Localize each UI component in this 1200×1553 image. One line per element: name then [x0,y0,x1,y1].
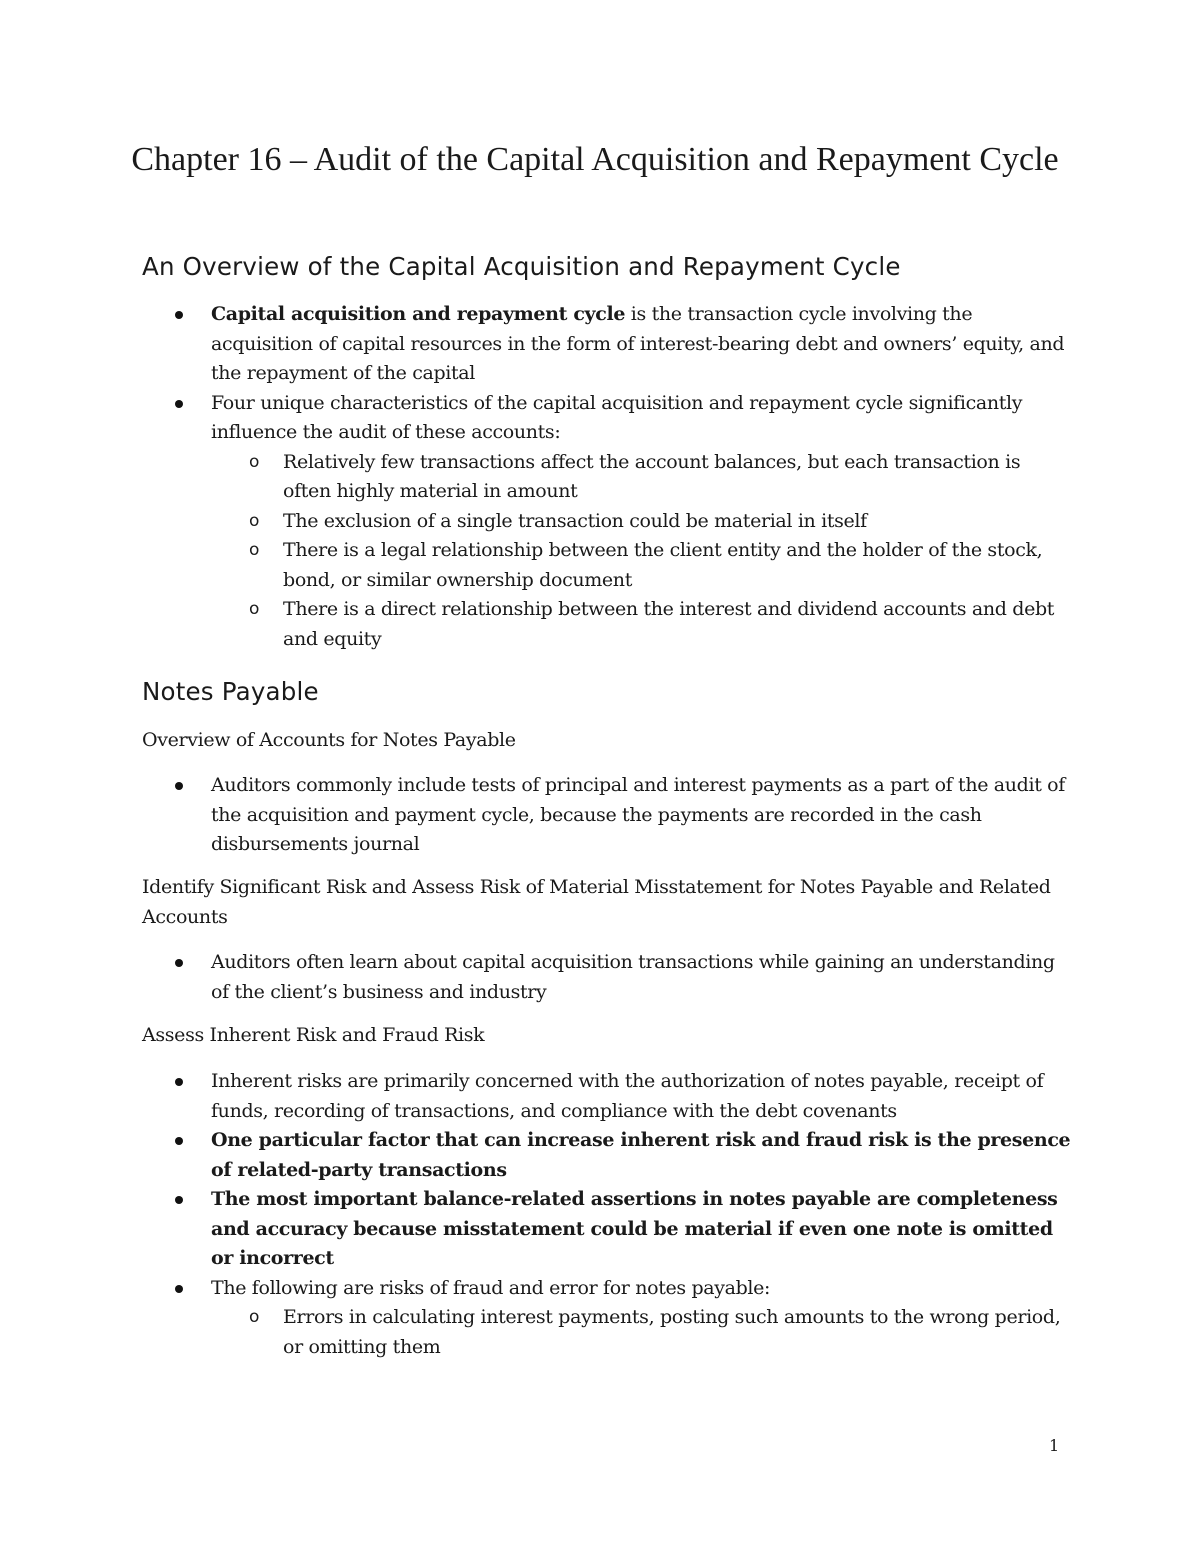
list-item: Inherent risks are primarily concerned with the authorization of notes payable, receipt of funds, recording of transactions, and compliance with the debt covenants [0,1067,1071,1126]
list-item: Auditors often learn about capital acquisition transactions while gaining an understanding of the client’s business and industry [0,948,1071,1007]
list-item: Four unique characteristics of the capital acquisition and repayment cycle significantly influence the audit of these accounts: [0,389,1071,448]
sub-list-item: o There is a direct relationship between the interest and dividend accounts and debt and equity [0,595,1073,654]
list-item: The following are risks of fraud and error for notes payable: [0,1274,1071,1304]
list-item: The most important balance-related assertions in notes payable are completeness and accuracy because misstatement could be material if even one note is omitted or incorrect [0,1185,1071,1274]
term-bold: Capital acquisition and repayment cycle [211,303,626,325]
sub-list-item: o Relatively few transactions affect the account balances, but each transaction is often highly material in amount [0,448,1073,507]
sub-list-item: o The exclusion of a single transaction could be material in itself [0,507,1073,537]
overview-bullet-list [0,300,1073,654]
sub-list-item: o There is a legal relationship between the client entity and the holder of the stock, bond, or similar ownership document [0,536,1073,595]
subsection-title: Assess Inherent Risk and Fraud Risk [142,1024,485,1046]
page-title: Chapter 16 – Audit of the Capital Acquisition and Repayment Cycle [131,141,1059,178]
risk-assessment-list [0,948,1071,1007]
inherent-risk-list [0,1067,1073,1362]
list-item [0,300,1071,389]
notes-overview-list [0,771,1071,860]
section-heading-overview: An Overview of the Capital Acquisition and Repayment Cycle [142,252,901,281]
section-heading-notes-payable: Notes Payable [142,677,319,706]
subsection-title: Overview of Accounts for Notes Payable [142,729,516,751]
subsection-title: Identify Significant Risk and Assess Risk of Material Misstatement for Notes Payable and Related Accounts [142,876,1051,928]
list-item: One particular factor that can increase inherent risk and fraud risk is the presence of related-party transactions [0,1126,1071,1185]
sub-list-item: o Errors in calculating interest payments, posting such amounts to the wrong period, or omitting them [0,1303,1073,1362]
term-definition: is the transaction cycle involving the acquisition of capital resources in the form of interest-bearing debt and owners’ equity, and the repayment of the capital [211,303,1065,384]
list-item: Auditors commonly include tests of principal and interest payments as a part of the audit of the acquisition and payment cycle, because the payments are recorded in the cash disbursements journal [0,771,1071,860]
page-number: 1 [1049,1436,1060,1455]
